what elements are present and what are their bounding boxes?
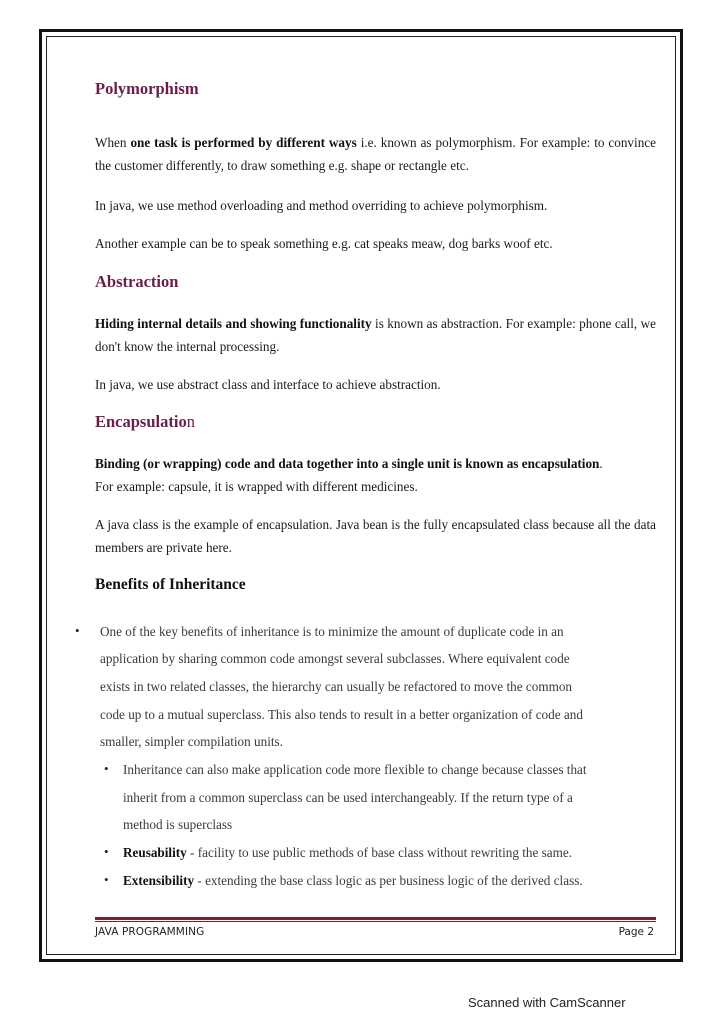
footer-title: JAVA PROGRAMMING <box>95 926 205 938</box>
polymorphism-paragraph-3: Another example can be to speak something e.g. cat speaks meaw, dog barks woof etc. <box>95 236 553 251</box>
text-segment: - extending the base class logic as per business logic of the derived class. <box>194 873 583 888</box>
bold-term: Binding (or wrapping) code and data together into a single unit is known as encapsulation <box>95 456 600 471</box>
benefit-line: exists in two related classes, the hierarchy can usually be refactored to move the common <box>100 679 573 694</box>
sub-benefit-line: method is superclass <box>123 817 233 832</box>
benefit-line: smaller, simpler compilation units. <box>100 734 283 749</box>
heading-polymorphism: Polymorphism <box>95 79 199 98</box>
bold-term: Extensibility <box>123 873 195 888</box>
page-number: Page 2 <box>618 926 654 938</box>
polymorphism-paragraph-2: In java, we use method overloading and method overriding to achieve polymorphism. <box>95 198 548 213</box>
sub-benefit-line: inherit from a common superclass can be used interchangeably. If the return type of a <box>123 790 573 805</box>
extensibility-item <box>123 867 658 895</box>
text-segment: is known as abstraction. For example: phone call, we don't know the internal processing. <box>95 316 656 354</box>
sub-benefit-line: Inheritance can also make application code more flexible to change because classes that <box>123 762 587 777</box>
text-segment: For example: capsule, it is wrapped with different medicines. <box>95 479 418 494</box>
bullet-icon: • <box>104 761 109 776</box>
bullet-icon: • <box>104 844 109 859</box>
benefit-line: application by sharing common code amongst several subclasses. Where equivalent code <box>100 651 570 666</box>
heading-text: Encapsulatio <box>95 412 187 431</box>
polymorphism-paragraph-1 <box>95 131 656 177</box>
benefit-line: code up to a mutual superclass. This also tends to result in a better organization of code and <box>100 707 583 722</box>
bold-term: Reusability <box>123 845 187 860</box>
heading-benefits-of-inheritance: Benefits of Inheritance <box>95 576 246 593</box>
scanner-watermark: Scanned with CamScanner <box>468 995 626 1010</box>
text-segment: When <box>95 135 131 150</box>
text-segment: . <box>599 456 603 471</box>
abstraction-paragraph-1 <box>95 312 656 358</box>
encapsulation-paragraph-2: A java class is the example of encapsulation. Java bean is the fully encapsulated class because all the data members are private here. <box>95 517 656 555</box>
reusability-item <box>123 839 658 867</box>
benefit-line: One of the key benefits of inheritance is to minimize the amount of duplicate code in an <box>100 624 564 639</box>
encapsulation-paragraph-1 <box>95 452 656 498</box>
bullet-icon: • <box>104 872 109 887</box>
bold-term: Hiding internal details and showing functionality <box>95 316 372 331</box>
abstraction-paragraph-2: In java, we use abstract class and interface to achieve abstraction. <box>95 377 441 392</box>
heading-encapsulation <box>95 412 195 432</box>
bullet-icon: • <box>75 623 80 638</box>
footer-rule-thin <box>95 921 656 922</box>
heading-text-tail: n <box>186 412 195 431</box>
text-segment: - facility to use public methods of base class without rewriting the same. <box>186 845 573 860</box>
heading-abstraction: Abstraction <box>95 272 179 291</box>
footer-rule <box>95 917 656 920</box>
bold-term: one task is performed by different ways <box>130 135 357 150</box>
text-segment: i.e. known as polymorphism. For example: to convince the customer differently, to draw something e.g. shape or rectangle etc. <box>95 135 656 173</box>
